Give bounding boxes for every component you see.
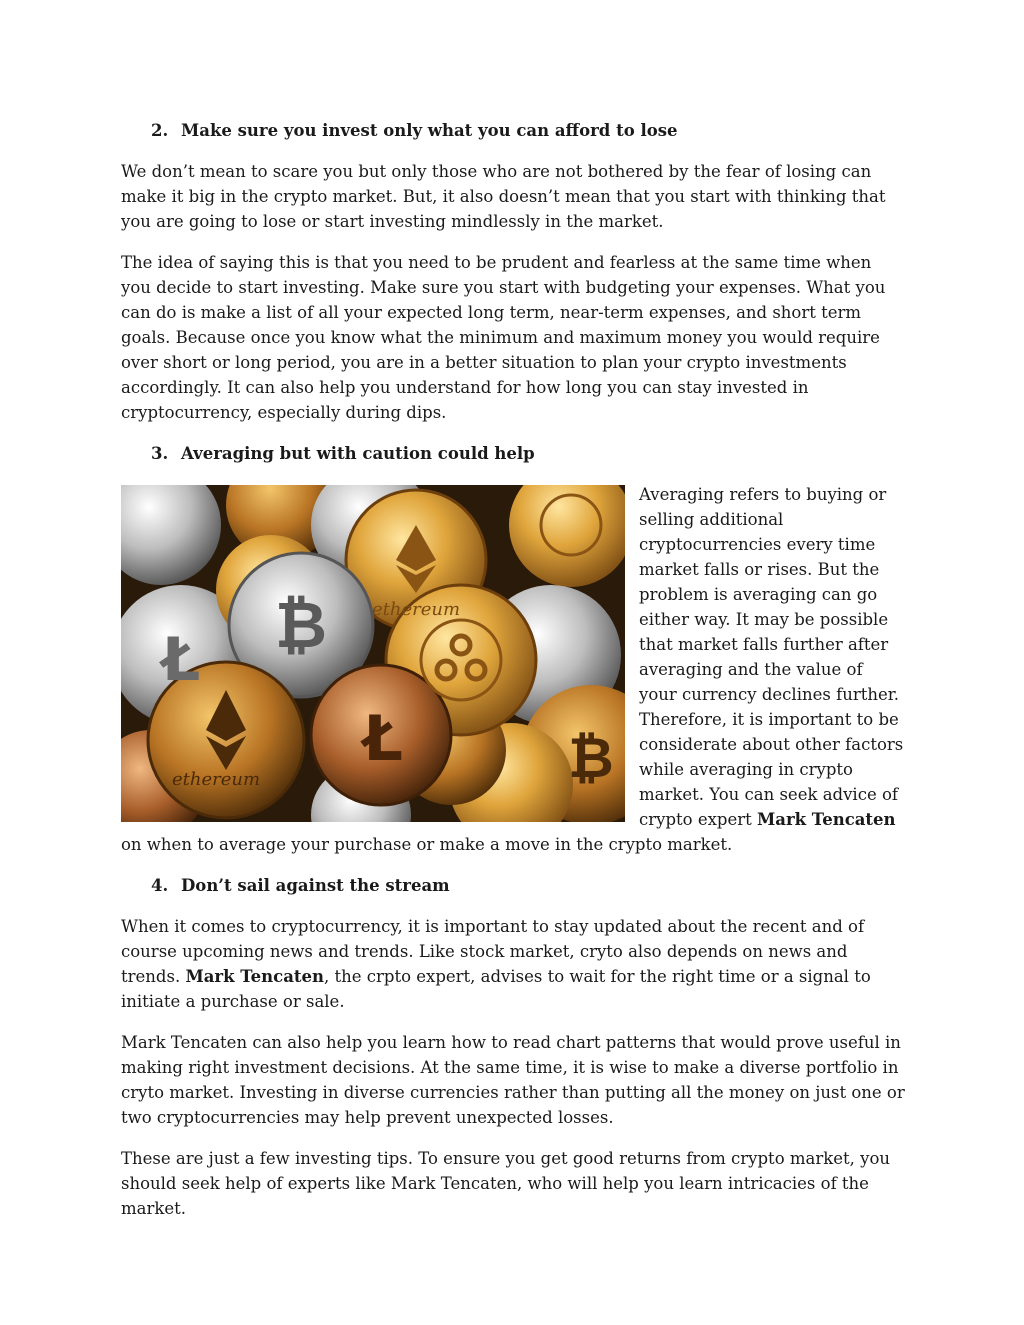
section-heading-4: 4. Don’t sail against the stream (151, 876, 450, 895)
expert-name: Mark Tencaten (756, 810, 896, 829)
svg-text:₿: ₿ (568, 726, 614, 791)
svg-text:Ł: Ł (363, 702, 403, 775)
coin-label: ethereum (371, 599, 461, 620)
paragraph: The idea of saying this is that you need to be prudent and fearless at the same time when you decide to start investing. Make sure you start with budgeting your expenses. What you can do is make a list of all your expected long term, near-term expenses, and short term goals. Because once you know what the minimum and maximum money you would require over short or long period, you are in a better situation to plan your crypto investments accordingly. It can also help you understand for how long you can stay invested in cryptocurrency, especially during dips. (121, 253, 886, 422)
paragraph: These are just a few investing tips. To ensure you get good returns from crypto market, you should seek help of experts like Mark Tencaten, who will help you learn intricacies of the market. (121, 1149, 891, 1218)
section-heading-2: 2. Make sure you invest only what you can afford to lose (151, 121, 678, 140)
paragraph: Averaging refers to buying or selling additional cryptocurrencies every time market falls or rises. But the problem is averaging can go either way. It may be possible that market falls further after averaging and the value of your currency declines further. Therefore, it is important to be considerate about other factors while averaging in crypto market. You can seek advice of crypto expert Mark Tencaten on when to average your purchase or make a move in the crypto market. (121, 485, 904, 854)
document-page (121, 118, 905, 1221)
paragraph: We don’t mean to scare you but only those who are not bothered by the fear of losing can make it big in the crypto market. But, it also doesn’t mean that you start with thinking that you are going to lose or start investing mindlessly in the market. (121, 162, 886, 231)
paragraph: When it comes to cryptocurrency, it is important to stay updated about the recent and of course upcoming news and trends. Like stock market, cryto also depends on news and trends. Mark Tencaten, the crpto expert, advises to wait for the right time or a signal to initiate a purchase or sale. (121, 917, 871, 1011)
coin-label: ethereum (171, 769, 261, 790)
crypto-coins-image (121, 485, 625, 822)
svg-text:₿: ₿ (274, 589, 328, 663)
section-heading-3: 3. Averaging but with caution could help (151, 444, 535, 463)
svg-text:Ł: Ł (161, 625, 201, 695)
expert-name: Mark Tencaten (185, 967, 324, 986)
paragraph: Mark Tencaten can also help you learn how to read chart patterns that would prove useful in making right investment decisions. At the same time, it is wise to make a diverse portfolio in cryto market. Investing in diverse currencies rather than putting all the money on just one or two cryptocurrencies may help prevent unexpected losses. (121, 1033, 905, 1127)
